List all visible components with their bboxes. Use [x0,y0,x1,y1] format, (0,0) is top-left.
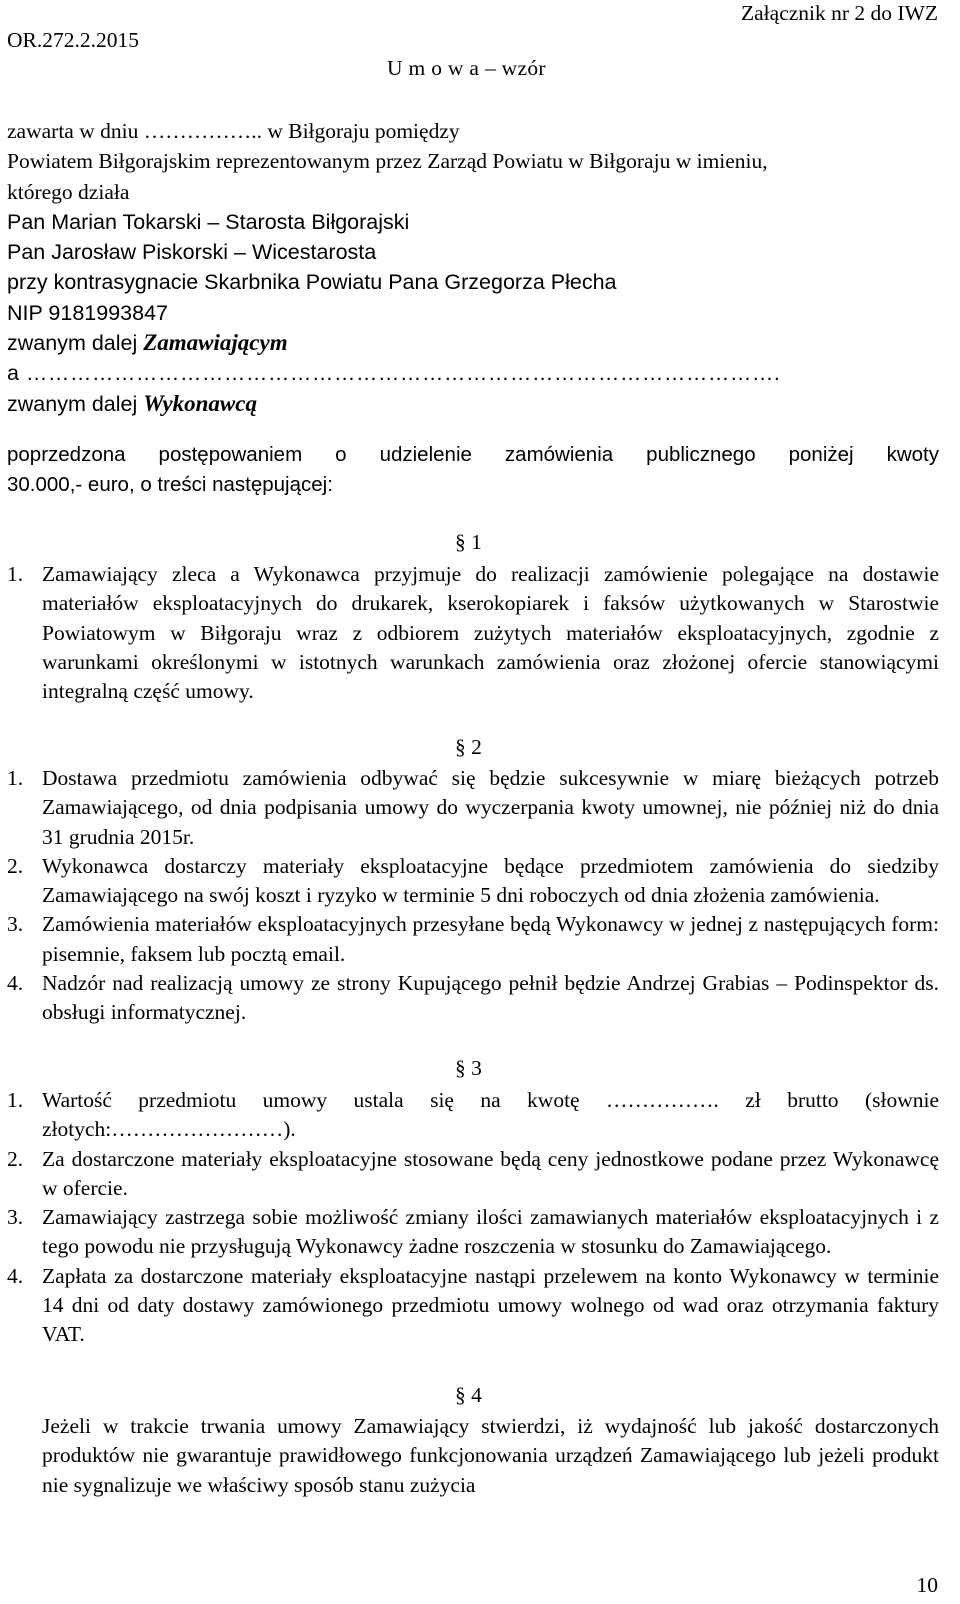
paragraph: Jeżeli w trakcie trwania umowy Zamawiający stwierdzi, iż wydajność lub jakość dostarczonych produktów nie gwarantuje prawidłowego funkcjonowania urządzeń Zamawiającego lub jeżeli produkt nie sygnalizuje we właściwy sposób stanu zużycia [42,1414,939,1497]
list-item: 3. Zamówienia materiałów eksploatacyjnych przesyłane będą Wykonawcy w jednej z następujących form: pisemnie, faksem lub pocztą email. [7,912,939,966]
list-item: 2. Za dostarczone materiały eksploatacyjne stosowane będą ceny jednostkowe podane przez Wykonawcę w ofercie. [7,1146,939,1200]
party-line: którego działa [7,179,130,204]
list-item: 4. Zapłata za dostarczone materiały eksploatacyjne nastąpi przelewem na konto Wykonawcy w terminie 14 dni od daty dostawy zamówionego przedmiotu umowy wolnego od wad oraz otrzymania faktury VAT. [7,1263,939,1347]
section-1-body [7,560,939,706]
list-item: 4. Nadzór nad realizacją umowy ze strony Kupującego pełnił będzie Andrzej Grabias – Podinspektor ds. obsługi informatycznej. [7,971,939,1025]
section-heading-3: § 3 [455,1056,482,1080]
section-4-body [42,1412,939,1500]
section-heading-2: § 2 [455,735,482,759]
section-heading-4: § 4 [455,1383,482,1407]
section-heading-1: § 1 [455,530,482,554]
representative-line: Pan Jarosław Piskorski – Wicestarosta [7,240,377,265]
party-line: Powiatem Biłgorajskim reprezentowanym przez Zarząd Powiatu w Biłgoraju w imieniu, [7,149,768,174]
intro-paragraph: poprzedzona postępowaniem o udzielenie zamówienia publicznego poniżej kwoty 30.000,- euro, o treści następującej: [7,443,939,496]
list-item: 1. Wartość przedmiotu umowy ustala się na kwotę ……………. zł brutto (słownie złotych:……………………). [7,1088,939,1142]
representative-line: Pan Marian Tokarski – Starosta Biłgorajski [7,209,410,234]
list-item: 1. Dostawa przedmiotu zamówienia odbywać się będzie sukcesywnie w miarę bieżących potrzeb Zamawiającego, od dnia podpisania umowy do wyczerpania kwoty umownej, nie później niż do dnia 31 grudnia 2015r. [7,766,939,849]
countersignature-line: przy kontrasygnacie Skarbnika Powiatu Pana Grzegorza Płecha [7,270,617,295]
date-placeholder: …………….. [143,119,262,143]
ordering-party-term: Zamawiającym [143,330,288,356]
contractor-line: zwanym dalej Wykonawcą [7,390,257,416]
contract-date-line: zawarta w dniu …………….. w Biłgoraju pomiędzy [7,119,460,143]
nip-line: NIP 9181993847 [7,300,168,325]
ordering-party-line: zwanym dalej Zamawiającym [7,330,288,356]
section-2-body [7,764,939,1028]
document-reference: OR.272.2.2015 [7,28,139,52]
list-item: 2. Wykonawca dostarczy materiały eksploatacyjne będące przedmiotem zamówienia do siedziby Zamawiającego na swój koszt i ryzyko w terminie 5 dni roboczych od dnia złożenia zamówienia. [7,853,939,908]
contractor-placeholder-line: a …………………………………………………………………………………………. [7,361,781,386]
contractor-term: Wykonawcą [143,390,257,416]
section-3-body [7,1086,939,1350]
parties-block [7,116,937,419]
document-title: U m o w a – wzór [387,56,546,80]
page-number: 10 [916,1573,938,1597]
annex-label: Załącznik nr 2 do IWZ [741,1,938,25]
list-item: 3. Zamawiający zastrzega sobie możliwość zmiany ilości zamawianych materiałów eksploatacyjnych i z tego powodu nie przysługują Wykonawcy żadne roszczenia w stosunku do Zamawiającego. [7,1205,939,1259]
list-item: 1. Zamawiający zleca a Wykonawca przyjmuje do realizacji zamówienie polegające na dostawie materiałów eksploatacyjnych do drukarek, kserokopiarek i faksów użytkowanych w Starostwie Powiatowym w Biłgoraju wraz z odbiorem zużytych materiałów eksploatacyjnych, zgodnie z warunkami określonymi w istotnych warunkach zamówienia oraz złożonej ofercie stanowiącymi integralną część umowy. [7,562,939,704]
